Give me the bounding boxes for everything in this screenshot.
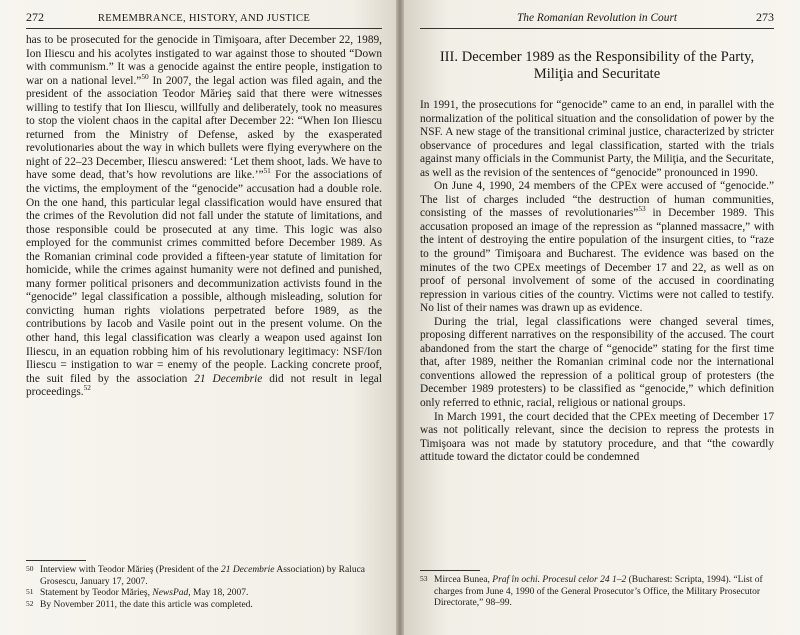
text-run: did not result in legal proceedings. bbox=[26, 372, 382, 399]
right-page-number: 273 bbox=[756, 10, 774, 24]
paragraph bbox=[420, 316, 774, 411]
footnote bbox=[420, 575, 774, 610]
italic-text: Praf în ochi. Procesul celor 24 1–2 bbox=[492, 575, 627, 585]
section-heading: III. December 1989 as the Responsibility of the Party, Miliţia and Securitate bbox=[439, 49, 755, 82]
text-run: In 1991, the prosecutions for “genocide” came to an end, in parallel with the normalization of the political situation and the consolidation of power by the NSF. A new stage of the transitional criminal justice, characterized by stricter observance of procedures and legal classification, started with the trials against many officials in the Communist Party, the Miliţia, and the Securitate, as well as the revision of the sentences of “genocide” pronounced in 1990. bbox=[420, 99, 774, 179]
footnote-number: 53 bbox=[420, 574, 428, 583]
text-run: in December 1989. This accusation proposed an image of the repression as “planned massacre,” with the intent of destroying the entire population of the insurgent cities, to “raze to the ground” Timişoara and Bucharest. The evidence was based on the minutes of the two CPEx meetings of December 17 and 22, as well as on proof of personal involvement of some of the accused in coordinating repression in various cities of the country. Victims were not called to testify. No list of their names was drawn up as evidence. bbox=[420, 207, 774, 315]
text-run: Mircea Bunea, bbox=[434, 575, 493, 585]
text-run: In 2007, the legal action was filed again, and the president of the association Teodor Mărieş said that there were witnesses willing to testify that Ion Iliescu, willfully and deliberately, took no measures to stop the violent chaos in the capital after December 22: “When Ion Iliescu returned from the Ministry of Defense, asked by the exasperated revolutionaries about the way in which bullets were flying everywhere on the night of 22–23 December, Iliescu answered: ‘Let them shoot, lads. We have to have some dead, that’s how revolutions are like.’” bbox=[26, 74, 382, 182]
footnote-number: 50 bbox=[26, 564, 34, 573]
left-footnotes bbox=[26, 560, 382, 611]
footnote-ref: 50 bbox=[141, 71, 149, 81]
text-run: On June 4, 1990, 24 members of the CPEx were accused of “genocide.” The list of charges included “the destruction of human communities, consisting of the masses of revolutionaries” bbox=[420, 180, 774, 220]
text-run: In March 1991, the court decided that the CPEx meeting of December 17 was not politically relevant, since the decision to repress the protests in Timişoara was not made by statutory procedure, and that “the cowardly attitude toward the dictator could be condemned bbox=[420, 410, 774, 464]
italic-text: NewsPad bbox=[152, 588, 189, 599]
text-run: Interview with Teodor Mărieş (President of the bbox=[40, 565, 221, 575]
right-footnotes bbox=[420, 570, 774, 610]
text-run: , May 18, 2007. bbox=[188, 588, 249, 599]
right-running-title: The Romanian Revolution in Court bbox=[516, 12, 678, 24]
footnote-rule bbox=[420, 570, 480, 571]
paragraph bbox=[420, 411, 774, 465]
footnote bbox=[26, 565, 382, 588]
right-body-text bbox=[420, 99, 774, 465]
text-run: Association) by Raluca Grosescu, January 17, 2007. bbox=[40, 565, 365, 587]
footnote-rule bbox=[26, 560, 86, 561]
footnote-text bbox=[40, 565, 382, 588]
text-run: (Bucharest: Scripta, 1994). “List of charges from June 4, 1990 of the General Prosecutor’s Office, the Military Prosecutor Directorate,” 98–99. bbox=[434, 575, 763, 609]
text-run: During the trial, legal classifications were changed several times, proposing different narratives on the responsibility of the accused. The court abandoned from the start the charge of “genocide” stating for the first time that, after 1989, neither the Romanian criminal code nor the international conventions allowed the repression of a political group of protesters (the December 1989 protesters) to be classified as “genocide,” which definition only referred to ethnic, racial, religious or national groups. bbox=[420, 315, 774, 410]
text-run: has to be prosecuted for the genocide in Timişoara, after December 22, 1989, Ion Iliescu and his acolytes instigated to war against those to shouted “Down with communism.” It was a genocide against the entire people, instigation to war on a national level.” bbox=[26, 34, 382, 87]
footnote-ref: 52 bbox=[83, 383, 91, 393]
text-run: For the associations of the victims, the employment of the “genocide” accusation had a double role. On the one hand, this particular legal classification would have ensured that the crimes of the Revolution did not fall under the statute of limitations, and those responsible could be prosecuted at any time. This logic was also employed for the communist crimes committed before December 1989. As the Romanian criminal code provided a fifteen-year statute of limitation for homicide, while the crimes against humanity were not defined and punished, many former political prisoners and decommunization activists found in the “genocide” legal classification a possible, although misleading, solution for convicting human rights violations perpetrated before 1989, as the contributions by Iacob and Vasile point out in the present volume. On the other hand, this legal classification was clearly a weapon used against Ion Iliescu, in an equation robbing him of his revolutionary legitimacy: NSF/Ion Iliescu = instigation to war = enemy of the people. Lacking concrete proof, the suit filed by the association bbox=[26, 169, 383, 385]
footnote bbox=[26, 600, 382, 612]
footnote-number: 52 bbox=[26, 598, 34, 608]
footnote-ref: 51 bbox=[263, 166, 271, 176]
paragraph bbox=[420, 180, 774, 315]
footnote-text bbox=[40, 600, 382, 612]
left-body-text bbox=[26, 34, 382, 400]
text-run: By November 2011, the date this article was completed. bbox=[40, 599, 253, 610]
right-page bbox=[400, 0, 800, 635]
left-running-header bbox=[26, 10, 382, 29]
footnote-text bbox=[40, 588, 382, 600]
footnote-number: 51 bbox=[26, 587, 34, 597]
footnote-ref: 53 bbox=[638, 204, 646, 214]
left-page-number: 272 bbox=[26, 10, 44, 24]
footnote-text bbox=[434, 575, 774, 610]
left-running-title: REMEMBRANCE, HISTORY, AND JUSTICE bbox=[97, 13, 311, 24]
text-run: Statement by Teodor Mărieş, bbox=[40, 588, 153, 599]
footnote bbox=[26, 588, 382, 600]
italic-text: 21 Decembrie bbox=[194, 372, 263, 385]
paragraph bbox=[420, 99, 774, 180]
paragraph bbox=[26, 34, 382, 400]
right-running-header bbox=[420, 10, 774, 29]
italic-text: 21 Decembrie bbox=[220, 565, 275, 575]
book-gutter bbox=[396, 0, 404, 635]
